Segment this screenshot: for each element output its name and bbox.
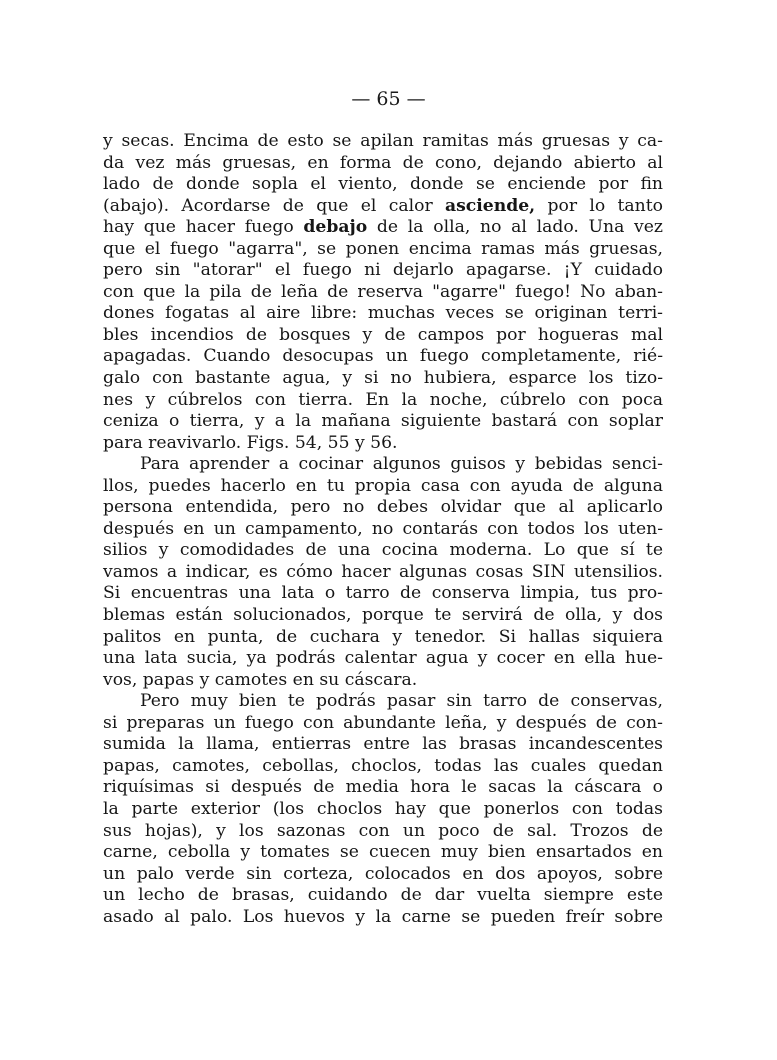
text-segment: da vez más gruesas, en forma de cono, dejando abierto al — [103, 152, 663, 173]
text-segment: y secas. Encima de esto se apilan ramitas más gruesas y ca- — [103, 131, 663, 151]
text-segment: pero sin "atorar" el fuego ni dejarlo apagarse. ¡Y cuidado — [103, 260, 663, 281]
text-segment: un palo verde sin corteza, colocados en dos apoyos, sobre — [103, 863, 663, 884]
text-line — [103, 648, 663, 670]
text-segment: nes y cúbrelos con tierra. En la noche, cúbrelo con poca — [103, 389, 663, 410]
text-line — [103, 217, 663, 239]
text-line — [103, 519, 663, 541]
text-segment: sumida la llama, entierras entre las brasas incandescentes — [103, 734, 663, 755]
text-line — [103, 756, 663, 778]
text-segment: silios y comodidades de una cocina moderna. Lo que sí te — [103, 540, 663, 561]
bold-term: debajo — [303, 217, 368, 238]
text-segment: Si encuentras una lata o tarro de conserva limpia, tus pro- — [103, 583, 663, 604]
text-segment: vamos a indicar, es cómo hacer algunas cosas SIN utensilios. — [103, 561, 663, 582]
text-line — [103, 583, 663, 605]
text-segment: Para aprender a cocinar algunos guisos y bebidas senci- — [140, 454, 663, 475]
text-segment: después en un campamento, no contarás con todos los uten- — [103, 518, 663, 539]
text-line — [103, 821, 663, 843]
text-line — [103, 368, 663, 390]
text-segment: galo con bastante agua, y si no hubiera, esparce los tizo- — [103, 368, 663, 389]
text-segment: (abajo). Acordarse de que el calor — [103, 195, 445, 216]
text-segment: lado de donde sopla el viento, donde se enciende por fin — [103, 174, 663, 195]
text-line — [103, 196, 663, 218]
text-line — [103, 885, 663, 907]
text-line — [103, 131, 663, 153]
paragraph — [103, 691, 663, 928]
text-line — [103, 670, 663, 692]
text-line — [103, 627, 663, 649]
text-line — [103, 433, 663, 455]
text-line — [103, 497, 663, 519]
text-line — [103, 562, 663, 584]
text-segment: sus hojas), y los sazonas con un poco de sal. Trozos de — [103, 820, 663, 841]
bold-term: asciende, — [444, 195, 536, 216]
text-segment: un lecho de brasas, cuidando de dar vuelta siempre este — [103, 885, 663, 906]
text-segment: Pero muy bien te podrás pasar sin tarro de conservas, — [140, 691, 663, 712]
text-line — [103, 411, 663, 433]
text-line — [103, 454, 663, 476]
text-segment: papas, camotes, cebollas, choclos, todas las cuales quedan — [103, 755, 663, 776]
text-line — [103, 239, 663, 261]
text-segment: hay que hacer fuego — [103, 217, 304, 238]
text-line — [103, 325, 663, 347]
text-segment: palitos en punta, de cuchara y tenedor. Si hallas siquiera — [103, 626, 663, 647]
paragraph — [103, 454, 663, 691]
page-number: — 65 — — [351, 88, 426, 110]
text-line — [103, 713, 663, 735]
text-line — [103, 260, 663, 282]
text-line — [103, 605, 663, 627]
text-line — [103, 777, 663, 799]
text-line — [103, 799, 663, 821]
text-segment: apagadas. Cuando desocupas un fuego completamente, rié- — [103, 346, 663, 367]
text-segment: ceniza o tierra, y a la mañana siguiente bastará con soplar — [103, 411, 663, 432]
text-segment: llos, puedes hacerlo en tu propia casa con ayuda de alguna — [103, 475, 663, 496]
text-segment: bles incendios de bosques y de campos por hogueras mal — [103, 324, 663, 345]
text-segment: carne, cebolla y tomates se cuecen muy bien ensartados en — [103, 842, 663, 863]
text-line — [103, 842, 663, 864]
text-line — [103, 390, 663, 412]
text-line — [103, 907, 663, 929]
text-segment: por lo tanto — [535, 195, 663, 216]
text-line — [103, 691, 663, 713]
text-segment: que el fuego "agarra", se ponen encima ramas más gruesas, — [103, 238, 663, 259]
paragraph — [103, 131, 663, 454]
text-segment: riquísimas si después de media hora le sacas la cáscara o — [103, 777, 663, 798]
text-line — [103, 282, 663, 304]
text-line — [103, 303, 663, 325]
text-segment: vos, papas y camotes en su cáscara. — [103, 669, 418, 690]
text-segment: asado al palo. Los huevos y la carne se pueden freír sobre — [103, 906, 663, 927]
text-segment: dones fogatas al aire libre: muchas veces se originan terri- — [103, 303, 663, 324]
text-line — [103, 346, 663, 368]
text-segment: si preparas un fuego con abundante leña, y después de con- — [103, 712, 663, 733]
text-segment: con que la pila de leña de reserva "agarre" fuego! No aban- — [103, 281, 663, 302]
text-segment: la parte exterior (los choclos hay que ponerlos con todas — [103, 798, 663, 819]
text-line — [103, 153, 663, 175]
text-line — [103, 540, 663, 562]
text-segment: persona entendida, pero no debes olvidar que al aplicarlo — [103, 497, 663, 518]
text-segment: blemas están solucionados, porque te servirá de olla, y dos — [103, 605, 663, 626]
text-line — [103, 864, 663, 886]
body-text — [103, 131, 663, 928]
text-segment: una lata sucia, ya podrás calentar agua y cocer en ella hue- — [103, 648, 663, 669]
text-segment: para reavivarlo. Figs. 54, 55 y 56. — [103, 432, 398, 453]
text-line — [103, 476, 663, 498]
text-line — [103, 734, 663, 756]
text-segment: de la olla, no al lado. Una vez — [367, 217, 663, 238]
text-line — [103, 174, 663, 196]
